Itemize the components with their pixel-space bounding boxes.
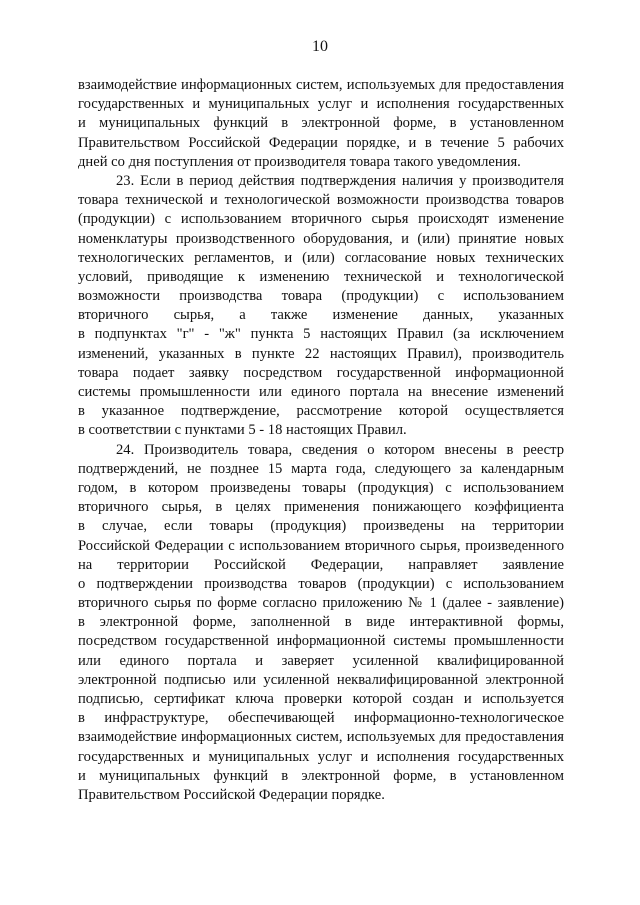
text-line: дней со дня поступления от производителя товара такого уведомления. <box>78 153 521 170</box>
text-line: подтверждений, не позднее 15 марта года, следующего за календарным <box>78 460 564 477</box>
text-line: в указанное подтверждение, рассмотрение которой осуществляется <box>78 403 564 420</box>
text-line: вторичного сырья, а также изменение данных, указанных <box>78 307 564 324</box>
text-line: в электронной форме, заполненной в виде интерактивной формы, <box>78 614 564 631</box>
text-line: взаимодействие информационных систем, используемых для предоставления <box>78 77 564 93</box>
text-line: государственных и муниципальных услуг и исполнения государственных <box>78 748 564 765</box>
text-line: Правительством Российской Федерации порядке, и в течение 5 рабочих <box>78 134 564 151</box>
text-line: номенклатуры производственного оборудования, и (или) принятие новых <box>78 230 564 247</box>
text-line: изменений, указанных в пункте 22 настоящих Правил), производитель <box>78 345 564 362</box>
text-line: и муниципальных функций в электронной форме, в установленном <box>78 767 564 784</box>
text-line: в инфраструктуре, обеспечивающей информационно-технологическое <box>78 710 564 727</box>
text-line: на территории Российской Федерации, направляет заявление <box>78 556 564 573</box>
text-line: электронной подписью или усиленной неквалифицированной электронной <box>78 671 564 688</box>
text-line: товара технической и технологической возможности производства товаров <box>78 192 564 209</box>
text-line: условий, приводящие к изменению технической и технологической <box>78 268 564 285</box>
text-line: вторичного сырья, в целях применения понижающего коэффициента <box>78 499 564 516</box>
text-line: в случае, если товары (продукция) произведены на территории <box>78 518 564 535</box>
text-line: посредством государственной информационной системы промышленности <box>78 633 564 650</box>
text-line: подписью, сертификат ключа проверки которой создан и используется <box>78 691 564 707</box>
text-line: Правительством Российской Федерации порядке. <box>78 786 385 803</box>
text-line: в соответствии с пунктами 5 - 18 настоящих Правил. <box>78 422 407 439</box>
text-line: Российской Федерации с использованием вторичного сырья, произведенного <box>78 537 564 554</box>
text-line: технологических регламентов, и (или) согласование новых технических <box>78 249 564 266</box>
text-line: о подтверждении производства товаров (продукции) с использованием <box>78 575 564 592</box>
text-line: годом, в котором произведены товары (продукция) с использованием <box>78 479 564 496</box>
text-line: вторичного сырья по форме согласно приложению № 1 (далее - заявление) <box>78 595 564 612</box>
text-line: в подпунктах "г" - "ж" пункта 5 настоящих Правил (за исключением <box>78 326 564 343</box>
page-number: 10 <box>312 38 328 55</box>
document-body <box>78 76 564 805</box>
text-line: товара подает заявку посредством государственной информационной <box>78 364 564 381</box>
text-line: возможности производства товара (продукции) с использованием <box>78 288 564 305</box>
text-line: и муниципальных функций в электронной форме, в установленном <box>78 115 564 132</box>
text-line: системы промышленности или единого портала на внесение изменений <box>78 384 564 400</box>
text-line: (продукции) с использованием вторичного сырья происходят изменение <box>78 211 564 228</box>
text-line: государственных и муниципальных услуг и исполнения государственных <box>78 96 564 113</box>
paragraph-24-first-line: 24. Производитель товара, сведения о котором внесены в реестр <box>116 441 564 458</box>
text-line: или единого портала и заверяет усиленной квалифицированной <box>78 652 564 669</box>
paragraph-23-first-line: 23. Если в период действия подтверждения наличия у производителя <box>116 172 564 189</box>
text-line: взаимодействие информационных систем, используемых для предоставления <box>78 729 564 746</box>
